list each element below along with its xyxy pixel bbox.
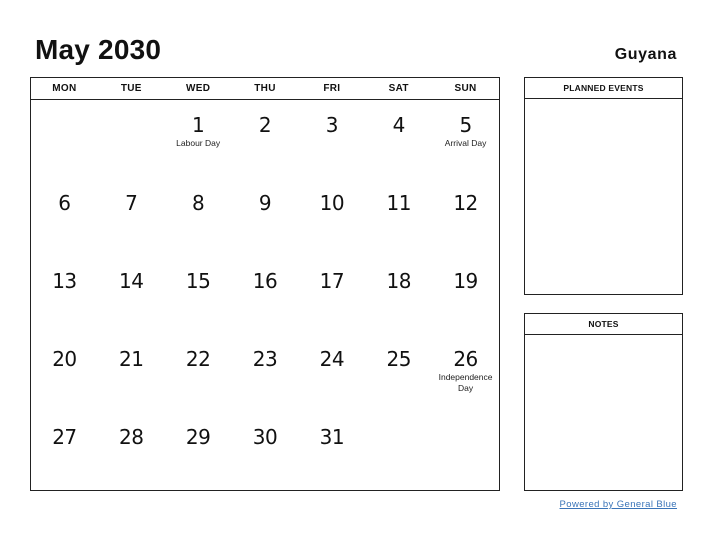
- day-number: 30: [252, 425, 278, 449]
- day-number: 24: [319, 347, 345, 371]
- day-number: 4: [392, 113, 405, 137]
- day-number: 9: [258, 191, 272, 215]
- day-number: 23: [252, 347, 278, 371]
- weekday-mon: MON: [52, 83, 77, 94]
- day-number: 10: [319, 191, 345, 215]
- day-cell: [31, 412, 98, 490]
- day-cell: [298, 412, 365, 490]
- day-cell: [31, 334, 98, 412]
- weekday-wed: WED: [186, 83, 211, 94]
- day-cell: [232, 412, 299, 490]
- day-cell: [365, 178, 432, 256]
- day-cell: [232, 100, 299, 178]
- notes-area[interactable]: [525, 335, 682, 491]
- day-number: 29: [185, 425, 211, 449]
- day-cell: [298, 178, 365, 256]
- day-cell: [432, 412, 499, 490]
- day-cell: [98, 334, 165, 412]
- day-cell: [365, 412, 432, 490]
- calendar: [30, 77, 500, 491]
- day-cell: [365, 100, 432, 178]
- weekday-sat: SAT: [388, 83, 409, 94]
- day-number: [365, 412, 432, 426]
- day-cell: [298, 100, 365, 178]
- day-number: 17: [319, 269, 345, 293]
- day-number: 8: [192, 191, 205, 215]
- day-cell: [365, 334, 432, 412]
- day-number: 21: [119, 347, 144, 371]
- day-cell: [298, 256, 365, 334]
- day-number: 19: [453, 269, 478, 293]
- day-cell: [165, 412, 232, 490]
- notes-title: NOTES: [525, 314, 682, 335]
- day-cell: [165, 334, 232, 412]
- day-cell: [165, 178, 232, 256]
- planned-events-panel: [524, 77, 683, 295]
- day-cell: [232, 178, 299, 256]
- day-cell: [31, 256, 98, 334]
- holiday-label: Arrival Day: [444, 138, 487, 148]
- day-cell: [98, 178, 165, 256]
- day-cell: [31, 100, 98, 178]
- notes-panel: [524, 313, 683, 491]
- day-number: 11: [386, 191, 411, 215]
- country-label: Guyana: [614, 46, 677, 63]
- day-cell: [165, 100, 232, 178]
- calendar-grid: [31, 100, 499, 490]
- day-number: 22: [185, 347, 211, 371]
- day-cell: [365, 256, 432, 334]
- day-number: 13: [52, 269, 77, 293]
- day-cell: [298, 334, 365, 412]
- day-number: [98, 100, 165, 114]
- day-number: [432, 412, 499, 426]
- weekday-sun: SUN: [454, 83, 477, 94]
- day-cell: [31, 178, 98, 256]
- day-cell: [232, 334, 299, 412]
- weekday-header: [31, 78, 499, 100]
- day-number: 31: [319, 425, 345, 449]
- day-number: 27: [52, 425, 77, 449]
- day-cell: [432, 100, 499, 178]
- day-cell: [432, 178, 499, 256]
- day-number: 16: [252, 269, 278, 293]
- planned-events-area[interactable]: [525, 99, 682, 295]
- day-number: 14: [119, 269, 144, 293]
- day-cell: [432, 256, 499, 334]
- holiday-label: Independence Day: [438, 372, 493, 393]
- weekday-tue: TUE: [120, 83, 142, 94]
- day-number: 25: [386, 347, 411, 371]
- day-number: 28: [119, 425, 144, 449]
- holiday-label: Labour Day: [176, 138, 221, 148]
- day-number: [31, 100, 98, 114]
- day-number: 18: [386, 269, 411, 293]
- day-cell: [98, 100, 165, 178]
- day-number: 7: [125, 191, 138, 215]
- planned-events-title: PLANNED EVENTS: [525, 78, 682, 99]
- page-title: May 2030: [35, 34, 162, 65]
- powered-by-link[interactable]: Powered by General Blue: [559, 499, 677, 510]
- day-number: 1: [192, 113, 205, 137]
- day-number: 3: [325, 113, 338, 137]
- day-number: 6: [58, 191, 71, 215]
- weekday-fri: FRI: [323, 83, 341, 94]
- day-number: 5: [459, 113, 472, 137]
- day-cell: [98, 256, 165, 334]
- weekday-thu: THU: [254, 83, 276, 94]
- day-cell: [232, 256, 299, 334]
- day-cell: [165, 256, 232, 334]
- day-cell: [98, 412, 165, 490]
- day-number: 15: [185, 269, 211, 293]
- day-number: 26: [453, 347, 478, 371]
- day-number: 20: [52, 347, 77, 371]
- day-cell: [432, 334, 499, 412]
- day-number: 2: [258, 113, 272, 137]
- day-number: 12: [453, 191, 478, 215]
